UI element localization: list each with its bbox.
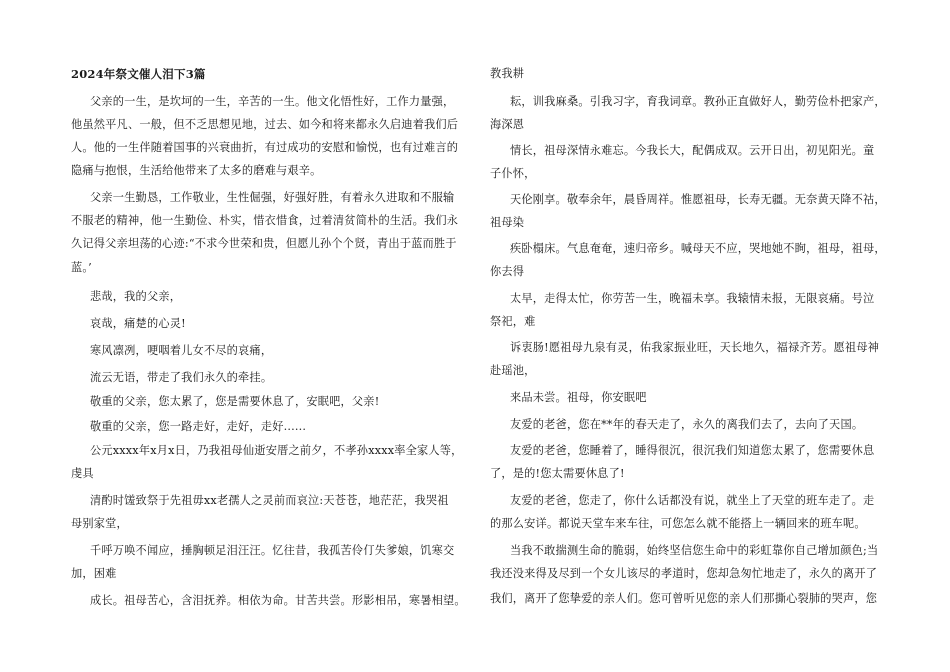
text-line: 天伦刚享。敬奉余年，晨昏周祥。惟愿祖母，长寿无疆。无奈黄天降不祜， [510,193,886,206]
text-line: 友爱的老爸，您走了，你什么话都没有说，就坐上了天堂的班车走了。走 [510,494,875,507]
text-line: 他虽然平凡、一般，但不乏思想见地，过去、如今和将来都永久启迪着我们后 [71,118,459,131]
text-line: 你去得 [490,265,525,278]
text-line: 父亲的一生，是坎坷的一生，辛苦的一生。他文化悟性好，工作力量强， [90,95,455,108]
text-line: 隐痛与抱恨，生活给他带来了太多的磨难与艰辛。 [71,164,322,177]
text-line: 清酌时馐致祭于先祖毋xx老孺人之灵前而哀泣:天苍苍，地茫茫，我哭祖 [90,494,449,507]
document-title: 2024年祭文催人泪下3篇 [71,67,206,81]
text-line: 人。他的一生伴随着国事的兴衰曲折，有过成功的安慰和愉悦，也有过难言的 [71,141,459,154]
text-line: 不服老的精神，他一生勤俭、朴实，惜衣惜食，过着清贫简朴的生活。我们永 [71,214,459,227]
text-line: 母别家堂， [71,517,128,530]
text-line: 我们，离开了您挚爱的亲人们。您可曾听见您的亲人们那撕心裂肺的哭声，您 [490,592,878,605]
text-line: 敬重的父亲，您一路走好，走好，走好...... [90,420,307,433]
text-line: 子仆怀， [490,167,536,180]
text-line: 的那么安详。都说天堂车来车往，可您怎么就不能搭上一辆回来的班车呢。 [490,517,866,530]
text-line: 敬重的父亲，您太累了，您是需要休息了，安眠吧，父亲! [90,395,380,408]
text-line: 疾卧榻床。气息奄奄，速归帝乡。喊母天不应，哭地她不眴，祖母，祖母， [510,242,886,255]
text-line: 悲哉，我的父亲， [90,290,182,303]
text-line: 哀哉，痛楚的心灵! [90,317,186,330]
text-line: 蓝。’ [71,261,92,274]
text-line: 情长，祖母深情永难忘。今我长大，配偶成双。云开日出，初见阳光。童 [510,144,875,157]
text-line: 友爱的老爸，您在**年的春天走了，永久的离我们去了，去向了天国。 [510,418,864,431]
text-line: 教我耕 [490,67,525,80]
text-line: 诉衷肠!愿祖母九泉有灵，佑我家振业旺，天长地久，福禄齐芳。愿祖母神 [510,341,880,354]
text-line: 耘，训我麻桑。引我习字，育我词章。教孙正直做好人，勤劳俭朴把家产， [510,95,886,108]
text-line: 海深恩 [490,118,525,131]
text-line: 流云无语，带走了我们永久的牵挂。 [90,371,273,384]
text-line: 了，是的!您太需要休息了! [490,467,625,480]
text-line: 赴瑶池， [490,364,536,377]
text-line: 虔具 [71,467,94,480]
text-line: 父亲一生勤恳，工作敬业，生性倔强，好强好胜，有着永久进取和不服输 [90,191,455,204]
text-line: 友爱的老爸，您睡着了，睡得很沉，很沉我们知道您太累了，您需要休息 [510,444,875,457]
text-line: 加，困难 [71,567,117,580]
text-line: 我还没来得及尽到一个女儿该尽的孝道时，您却急匆忙地走了，永久的离开了 [490,567,878,580]
text-line: 来品未尝。祖母，你安眠吧 [510,391,647,404]
text-line: 祖母染 [490,216,525,229]
text-line: 祭祀，难 [490,315,536,328]
text-line: 公元xxxx年x月x日，乃我祖母仙逝安厝之前夕，不孝孙xxxx率全家人等， [90,444,463,457]
text-line: 当我不敢揣测生命的脆弱，始终坚信您生命中的彩虹靠你自己增加颜色;当 [510,544,879,557]
text-line: 寒风凛冽，哽咽着儿女不尽的哀痛， [90,344,273,357]
text-line: 太早，走得太忙，你劳苦一生，晚福未享。我辕情未报，无限哀痛。号泣 [510,292,875,305]
text-line: 成长。祖母苦心，含泪抚养。相依为命。甘苦共尝。形影相吊，寒暑相望。 [90,594,466,607]
text-line: 久记得父亲坦荡的心迹:“不求今世荣和贵，但愿儿孙个个贤，青出于蓝而胜于 [71,237,457,250]
text-line: 千呼万唤不闻应，捶胸顿足泪汪汪。忆往昔，我孤苦伶仃失爹娘，饥寒交 [90,544,455,557]
